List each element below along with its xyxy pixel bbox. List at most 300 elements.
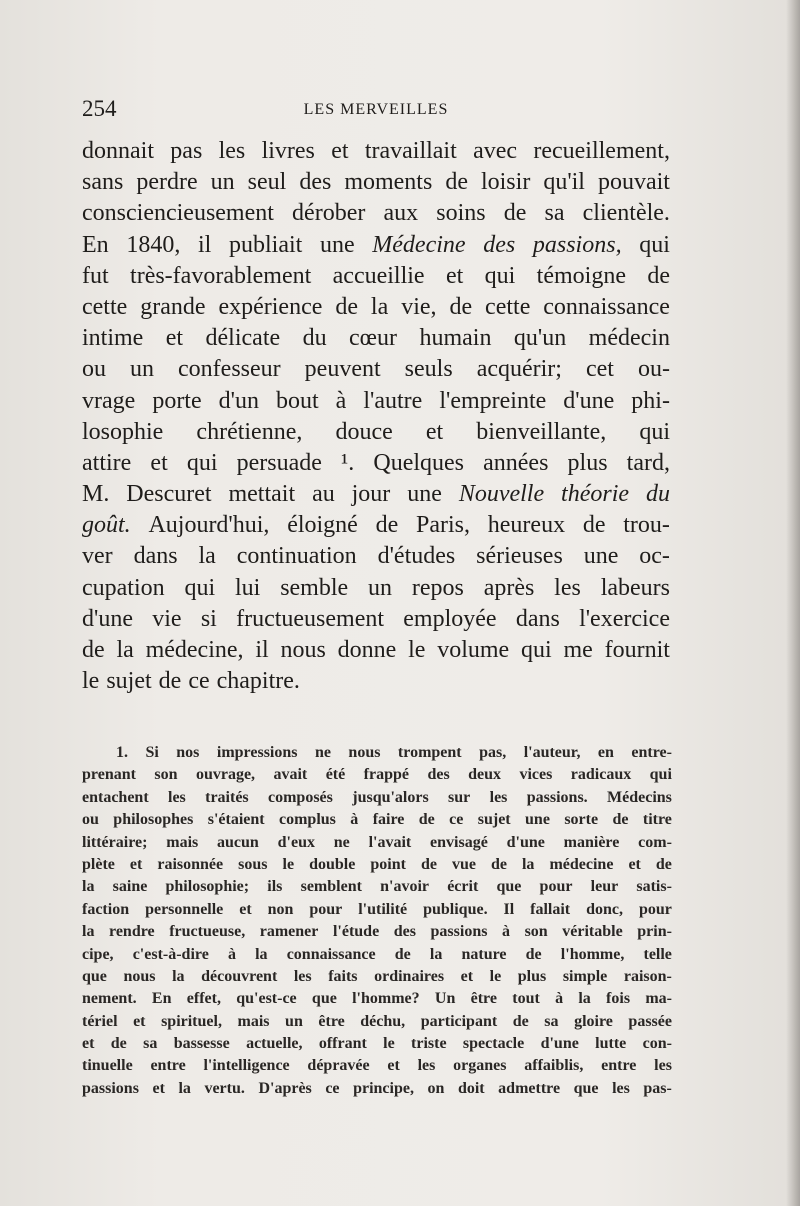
word: les xyxy=(293,967,312,985)
word: la xyxy=(82,878,95,896)
word: mais xyxy=(237,1012,270,1030)
word: radicaux xyxy=(570,766,632,784)
text-line xyxy=(82,479,670,510)
word: et xyxy=(460,967,474,985)
word: seuls xyxy=(404,356,453,383)
word: cœur xyxy=(349,325,398,352)
word: que xyxy=(496,878,522,896)
word: les xyxy=(554,574,581,601)
text-line xyxy=(82,541,670,572)
word: participant xyxy=(420,1012,498,1030)
word: le xyxy=(383,1035,395,1053)
word: si xyxy=(200,605,217,632)
book-title-word: des xyxy=(483,231,516,258)
word: faire xyxy=(372,811,405,829)
word: douce xyxy=(335,418,393,445)
footnote-line xyxy=(82,1033,672,1055)
footnote-line xyxy=(82,854,672,876)
word: double xyxy=(309,855,356,873)
word: persuade xyxy=(236,449,322,476)
word: faction xyxy=(82,900,130,918)
word: cet xyxy=(585,356,614,383)
word: pour xyxy=(638,900,672,918)
word: semblent xyxy=(300,878,362,896)
text-line xyxy=(82,292,670,323)
word: d'une xyxy=(563,387,615,414)
word: ou xyxy=(82,356,106,383)
word: le xyxy=(82,668,100,695)
word: l'auteur, xyxy=(523,744,581,761)
word: connaissance xyxy=(543,293,670,320)
word: de xyxy=(420,855,437,873)
footnote-line xyxy=(82,921,672,943)
word: doit xyxy=(457,1079,485,1097)
word: d'études xyxy=(377,543,456,570)
word: et xyxy=(129,855,143,873)
word: médecine, xyxy=(145,637,244,663)
word: les xyxy=(489,788,508,806)
footnote-line xyxy=(82,787,672,809)
word: d'une xyxy=(82,605,133,632)
word: cipe, xyxy=(82,945,114,963)
word: aucun xyxy=(217,833,259,851)
footnote xyxy=(82,742,672,1100)
word: entachent xyxy=(82,788,149,806)
word: de xyxy=(394,945,411,963)
word: très-favorablement xyxy=(130,262,312,289)
word: ver xyxy=(82,543,113,570)
word: organes xyxy=(453,1057,507,1075)
word: l'autre xyxy=(363,387,423,414)
word: offrant xyxy=(318,1035,367,1053)
word: soins xyxy=(436,200,486,227)
word: de xyxy=(445,169,468,196)
word: ordinaires xyxy=(374,967,445,985)
word: sujet xyxy=(106,668,152,695)
book-title-word: Nouvelle xyxy=(458,481,545,508)
word: rendre xyxy=(109,923,155,941)
word: années xyxy=(483,449,549,476)
word: qui xyxy=(649,766,672,784)
word: passions. xyxy=(526,788,588,806)
word: manière xyxy=(563,833,620,851)
footnote-line xyxy=(82,764,672,786)
word: ou- xyxy=(637,356,670,383)
word: sans xyxy=(82,169,124,196)
word: de xyxy=(512,1012,529,1030)
word: consciencieusement xyxy=(82,200,274,227)
word: son xyxy=(154,766,178,784)
word: dans xyxy=(133,543,178,570)
word: Descuret xyxy=(126,481,212,508)
word: médecine xyxy=(549,855,614,873)
word: vrage xyxy=(82,387,136,414)
word: 1840, xyxy=(126,231,181,258)
word: effet, xyxy=(186,990,221,1008)
main-paragraph xyxy=(82,136,670,697)
word: la xyxy=(198,543,216,570)
word: titre xyxy=(642,811,672,829)
word: oc- xyxy=(639,543,670,570)
word: raisonnée xyxy=(157,855,224,873)
word: qui xyxy=(520,637,552,663)
word: fallait xyxy=(530,900,571,918)
page-number: 254 xyxy=(82,96,117,121)
word: Médecins xyxy=(607,788,672,806)
word: affaiblis, xyxy=(524,1057,584,1075)
word: la xyxy=(255,945,268,963)
word: ma- xyxy=(645,990,672,1008)
word: lutte xyxy=(595,1035,627,1053)
footnote-line xyxy=(82,944,672,966)
word: sa xyxy=(544,200,565,227)
word: la xyxy=(172,967,185,985)
word: qui xyxy=(186,449,218,476)
word: l'intelligence xyxy=(203,1057,290,1075)
word: l'homme? xyxy=(352,990,420,1008)
text-line xyxy=(82,510,670,541)
word: trou- xyxy=(623,512,670,539)
word: principe, xyxy=(353,1079,414,1097)
word: admettre xyxy=(498,1079,561,1097)
word: vie, xyxy=(401,293,437,320)
book-title-word: passions, xyxy=(532,231,622,258)
word: tard, xyxy=(626,449,670,476)
word: com- xyxy=(638,833,672,851)
word: la xyxy=(521,855,535,873)
word: ou xyxy=(82,811,99,829)
word: satis- xyxy=(636,878,672,896)
word: vertu. xyxy=(204,1079,245,1097)
word: n'avoir xyxy=(380,878,429,896)
word: repos xyxy=(411,574,464,601)
word: qui xyxy=(484,262,516,289)
word: ouvrage, xyxy=(195,766,256,784)
word: de xyxy=(525,945,542,963)
word: cette xyxy=(82,293,128,320)
word: passions xyxy=(82,1079,139,1097)
word: chrétienne, xyxy=(196,418,303,445)
word: à xyxy=(350,811,359,829)
word: sur xyxy=(448,788,471,806)
word: chapitre. xyxy=(216,668,300,695)
word: Aujourd'hui, xyxy=(148,512,270,539)
word: peuvent xyxy=(304,356,381,383)
word: littéraire; xyxy=(82,833,148,851)
word: travaillait xyxy=(364,138,457,164)
word: et xyxy=(331,138,349,164)
word: un xyxy=(285,1012,303,1030)
word: avait xyxy=(273,766,308,784)
word: tinuelle xyxy=(82,1057,133,1075)
word: fut xyxy=(82,262,109,289)
word: point xyxy=(370,855,406,873)
word: et xyxy=(387,1057,400,1075)
word: d'une xyxy=(506,833,545,851)
word: une xyxy=(407,481,442,508)
word: fructueusement xyxy=(236,605,385,632)
word: fournit xyxy=(604,637,670,663)
word: et xyxy=(445,262,464,289)
footnote-line xyxy=(82,1078,672,1100)
word: la xyxy=(429,945,443,963)
text-line xyxy=(82,354,670,385)
word: du xyxy=(302,325,327,352)
word: les xyxy=(654,1057,672,1075)
word: on xyxy=(427,1079,445,1097)
word: pas, xyxy=(479,744,507,761)
word: et xyxy=(150,449,168,476)
word: de xyxy=(82,637,105,663)
word: été xyxy=(325,766,346,784)
word: son xyxy=(524,923,548,941)
word: qui xyxy=(639,231,670,258)
word: nos xyxy=(176,744,200,761)
word: véritable xyxy=(562,923,623,941)
text-line xyxy=(82,198,670,229)
word: Si xyxy=(145,744,159,761)
word: d'un xyxy=(218,387,259,414)
word: le xyxy=(489,967,502,985)
word: clientèle. xyxy=(582,200,670,227)
word: confesseur xyxy=(178,356,281,383)
word: à xyxy=(502,923,511,941)
word: ramener xyxy=(259,923,319,941)
word: déchu, xyxy=(360,1012,406,1030)
word: fructueuse, xyxy=(169,923,246,941)
text-line xyxy=(82,386,670,417)
word: à xyxy=(227,945,236,963)
word: les xyxy=(218,138,246,164)
word: composés xyxy=(268,788,333,806)
word: qu'est-ce xyxy=(236,990,297,1008)
word: au xyxy=(312,481,335,508)
word: témoigne xyxy=(536,262,626,289)
word: la xyxy=(116,637,134,663)
word: frappé xyxy=(363,766,409,784)
word: losophie xyxy=(82,418,164,445)
word: sa xyxy=(544,1012,559,1030)
word: cette xyxy=(485,293,531,320)
word: continuation xyxy=(236,543,357,570)
word: mettait xyxy=(228,481,296,508)
word: être xyxy=(318,1012,345,1030)
word: porte xyxy=(152,387,202,414)
word: donnait xyxy=(82,138,154,164)
word: des xyxy=(299,169,332,196)
word: publiait xyxy=(228,231,303,258)
footnote-line xyxy=(82,832,672,854)
word: envisagé xyxy=(430,833,488,851)
word: complus xyxy=(279,811,336,829)
text-line xyxy=(82,167,670,198)
word: Paris, xyxy=(416,512,471,539)
word: heureux xyxy=(487,512,566,539)
book-title-word: théorie xyxy=(561,481,630,508)
word: et xyxy=(165,325,184,352)
text-line xyxy=(82,604,670,635)
word: de xyxy=(335,293,358,320)
word: passions xyxy=(430,923,488,941)
word: impressions xyxy=(216,744,298,761)
word: sorte xyxy=(564,811,599,829)
word: et xyxy=(152,1079,165,1097)
word: con- xyxy=(642,1035,672,1053)
word: une xyxy=(319,231,355,258)
word: phi- xyxy=(631,387,670,414)
word: c'est-à-dire xyxy=(132,945,209,963)
word: sérieuses xyxy=(476,543,563,570)
word: traités xyxy=(205,788,249,806)
word: spectacle xyxy=(462,1035,525,1053)
word: labeurs xyxy=(600,574,670,601)
word: nature xyxy=(461,945,507,963)
word: deux xyxy=(468,766,502,784)
footnote-line xyxy=(82,1055,672,1077)
word: employée xyxy=(403,605,497,632)
word: les xyxy=(168,788,186,806)
word: M. xyxy=(82,481,110,508)
word: lui xyxy=(235,574,261,601)
word: à xyxy=(335,387,347,414)
word: Un xyxy=(434,990,456,1008)
word: aux xyxy=(383,200,419,227)
word: des xyxy=(393,923,416,941)
word: de xyxy=(612,811,629,829)
word: accueillie xyxy=(332,262,425,289)
word: bienveillante, xyxy=(476,418,607,445)
word: de xyxy=(158,668,182,695)
word: la xyxy=(578,990,591,1008)
footnote-line xyxy=(82,988,672,1010)
word: nous xyxy=(280,637,326,663)
word: ne xyxy=(314,744,331,761)
text-line xyxy=(82,666,670,697)
word: la xyxy=(82,923,95,941)
word: l'exercice xyxy=(579,605,670,632)
word: et xyxy=(628,855,641,873)
word: pour xyxy=(309,900,343,918)
word: pour xyxy=(539,878,573,896)
word: l'utilité xyxy=(358,900,408,918)
word: que xyxy=(82,967,107,985)
text-line xyxy=(82,635,670,666)
word: moments xyxy=(344,169,433,196)
word: vie xyxy=(152,605,182,632)
word: gloire xyxy=(574,1012,613,1030)
word: et xyxy=(425,418,444,445)
word: plus xyxy=(567,449,608,476)
word: entre- xyxy=(631,744,672,761)
word: d'une xyxy=(540,1035,579,1053)
text-line xyxy=(82,136,670,167)
word: pas xyxy=(170,138,203,164)
word: simple xyxy=(562,967,608,985)
word: tériel xyxy=(82,1012,118,1030)
footnote-line xyxy=(82,1011,672,1033)
word: entre xyxy=(601,1057,637,1075)
word: l'empreinte xyxy=(439,387,547,414)
word: sujet xyxy=(477,811,511,829)
word: une xyxy=(525,811,550,829)
word: vices xyxy=(519,766,553,784)
word: personnelle xyxy=(145,900,224,918)
word: qu'un xyxy=(513,325,567,352)
word: éloigné xyxy=(287,512,358,539)
word: ne xyxy=(333,833,350,851)
word: loisir xyxy=(480,169,531,196)
word: de xyxy=(418,811,435,829)
word: actuelle, xyxy=(246,1035,303,1053)
word: perdre xyxy=(136,169,198,196)
footnote-line xyxy=(82,742,672,764)
word: avec xyxy=(473,138,518,164)
word: fois xyxy=(606,990,631,1008)
word: s'étaient xyxy=(207,811,265,829)
word: ils xyxy=(267,878,283,896)
footnote-reference: ¹. xyxy=(341,449,355,476)
word: sous xyxy=(238,855,268,873)
word: raison- xyxy=(623,967,672,985)
text-line xyxy=(82,323,670,354)
word: que xyxy=(573,1079,599,1097)
word: publique. xyxy=(423,900,488,918)
word: bout xyxy=(275,387,319,414)
word: seul xyxy=(247,169,287,196)
word: il xyxy=(197,231,212,258)
word: telle xyxy=(643,945,672,963)
word: un xyxy=(210,169,235,196)
word: ce xyxy=(325,1079,340,1097)
page-gutter-shadow xyxy=(786,0,800,1206)
word: passée xyxy=(628,1012,672,1030)
book-title-word: Médecine xyxy=(372,231,466,258)
word: la xyxy=(178,1079,191,1097)
word: être xyxy=(470,990,497,1008)
word: philosophes xyxy=(113,811,194,829)
footnote-line xyxy=(82,966,672,988)
footnote-line xyxy=(82,899,672,921)
word: trompent xyxy=(397,744,462,761)
footnote-number: 1. xyxy=(116,744,128,761)
word: entre xyxy=(150,1057,186,1075)
word: après xyxy=(483,574,535,601)
word: que xyxy=(311,990,337,1008)
word: nous xyxy=(123,967,156,985)
word: spirituel, xyxy=(161,1012,222,1030)
word: grande xyxy=(140,293,206,320)
word: les xyxy=(417,1057,436,1075)
word: vue xyxy=(451,855,476,873)
word: prin- xyxy=(637,923,672,941)
word: philosophie; xyxy=(165,878,250,896)
word: l'avait xyxy=(368,833,412,851)
book-title-word: du xyxy=(645,481,670,508)
word: intime xyxy=(82,325,144,352)
word: En xyxy=(82,231,109,258)
word: de xyxy=(449,293,473,320)
word: plus xyxy=(517,967,547,985)
word: de xyxy=(647,262,670,289)
word: non xyxy=(267,900,294,918)
word: et xyxy=(82,1035,95,1053)
word: donc, xyxy=(586,900,623,918)
word: et xyxy=(133,1012,146,1030)
word: pas- xyxy=(643,1079,672,1097)
word: délicate xyxy=(205,325,281,352)
word: En xyxy=(151,990,172,1008)
word: donne xyxy=(337,637,397,663)
